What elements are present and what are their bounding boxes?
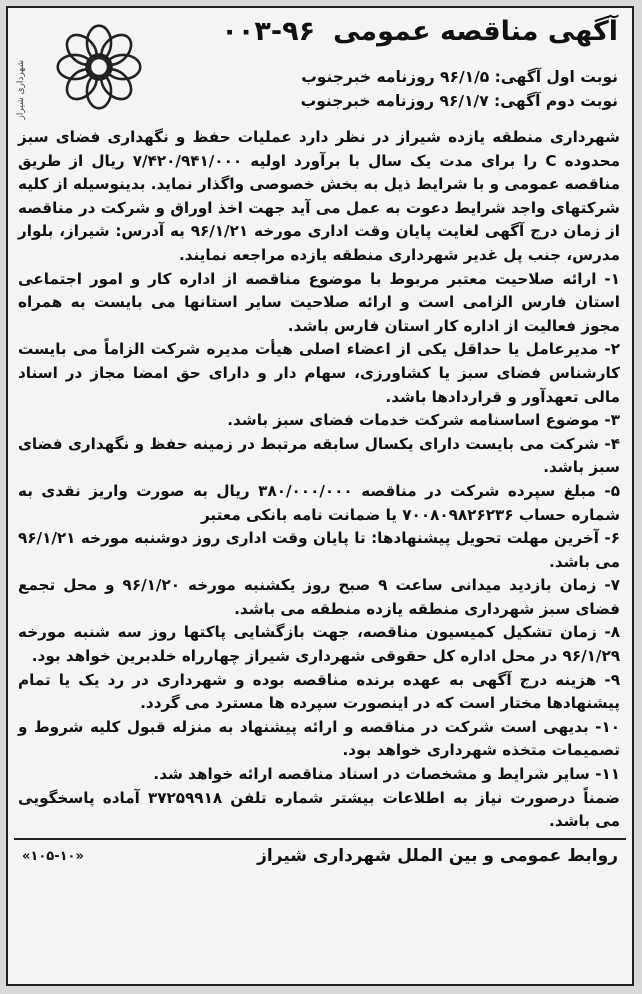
intro-paragraph: شهرداری منطقه یازده شیراز در نظر دارد عملیات حفظ و نگهداری فضای سبز محدوده C را برای مدت یک سال با برآورد اولیه ۷/۴۲۰/۹۴۱/۰۰۰ ریال از طریق مناقصه عمومی و با شرایط ذیل به بخش خصوصی واگذار نماید. بدینوسیله از کلیه شرکتهای واجد شرایط دعوت به عمل می آید جهت اخذ اوراق و شرکت در مناقصه از زمان درج آگهی لغایت پایان وقت اداری مورخه ۹۶/۱/۲۱ به آدرس: شیراز، بلوار مدرس، جنب پل غدیر شهرداری منطقه یازده مراجعه نمایند. <box>18 128 621 264</box>
condition-item: ۶- آخرین مهلت تحویل پیشنهادها: تا پایان وقت اداری روز دوشنبه مورخه ۹۶/۱/۲۱ می باشد. <box>18 529 620 571</box>
condition-item: ۱۰- بدیهی است شرکت در مناقصه و ارائه پیشنهاد به منزله قبول کلیه شروط و تصمیمات متخذه شهرداری خواهد بود. <box>18 717 620 760</box>
second-publication: نوبت دوم آگهی: ۹۶/۱/۷ روزنامه خبرجنوب <box>300 92 618 110</box>
condition-item: ۱- ارائه صلاحیت معتبر مربوط با موضوع مناقصه از اداره کار و امور اجتماعی استان فارس الزامی است و ارائه صلاحیت سایر استانها می بایست به همراه مجوز فعالیت از اداره کار استان فارس باشد. <box>18 269 620 335</box>
condition-item: ۱۱- سایر شرایط و مشخصات در اسناد مناقصه ارائه خواهد شد. <box>153 765 620 784</box>
notice-header <box>8 8 632 126</box>
logo-caption: شهرداری شیراز <box>16 60 26 120</box>
notice-body <box>8 126 632 834</box>
closing-paragraph: ضمناً درصورت نیاز به اطلاعات بیشتر شماره تلفن ۳۷۲۵۹۹۱۸ آماده پاسخگویی می باشد. <box>18 788 620 831</box>
conditions-list <box>18 268 620 787</box>
shiraz-municipality-logo <box>56 24 142 110</box>
tender-number: ۹۶-۰۰۳ <box>221 16 316 47</box>
first-publication: نوبت اول آگهی: ۹۶/۱/۵ روزنامه خبرجنوب <box>301 68 618 86</box>
condition-item: ۲- مدیرعامل یا حداقل یکی از اعضاء اصلی هیأت مدیره شرکت الزاماً می بایست کارشناس فضای سبز یا کشاورزی، سهام دار و دارای حق امضا مجاز در اسناد مالی تعهدآور و قراردادها باشد. <box>18 340 620 406</box>
tender-notice <box>6 6 634 986</box>
title-text: آگهی مناقصه عمومی <box>333 16 618 47</box>
condition-item: ۵- مبلغ سپرده شرکت در مناقصه ۳۸۰/۰۰۰/۰۰۰ ریال به صورت واریز نقدی به شماره حساب ۷۰۰۸۰۹۸۲۶۲۳۶ یا ضمانت نامه بانکی معتبر <box>18 481 620 524</box>
condition-item: ۹- هزینه درج آگهی به عهده برنده مناقصه بوده و شهرداری در رد یک یا تمام پیشنهادها مختار است که در اینصورت سپرده ها مسترد می گردد. <box>18 670 620 713</box>
condition-item: ۸- زمان تشکیل کمیسیون مناقصه، جهت بازگشایی پاکتها روز سه شنبه مورخه ۹۶/۱/۲۹ در محل اداره کل حقوقی شهرداری شیراز چهارراه خلدبرین خواهد بود. <box>18 623 620 666</box>
condition-item: ۷- زمان بازدید میدانی ساعت ۹ صبح روز یکشنبه مورخه ۹۶/۱/۲۰ و محل تجمع فضای سبز شهرداری منطقه یازده منطقه می باشد. <box>18 576 620 618</box>
condition-item: ۳- موضوع اساسنامه شرکت خدمات فضای سبز باشد. <box>227 411 620 430</box>
notice-title <box>221 16 618 47</box>
notice-footer <box>8 840 632 876</box>
footer-organization: روابط عمومی و بین الملل شهرداری شیراز <box>257 845 618 866</box>
footer-code: «۱۰۵-۱۰» <box>22 848 84 864</box>
condition-item: ۴- شرکت می بایست دارای یکسال سابقه مرتبط در زمینه حفظ و نگهداری فضای سبز باشد. <box>18 434 620 477</box>
